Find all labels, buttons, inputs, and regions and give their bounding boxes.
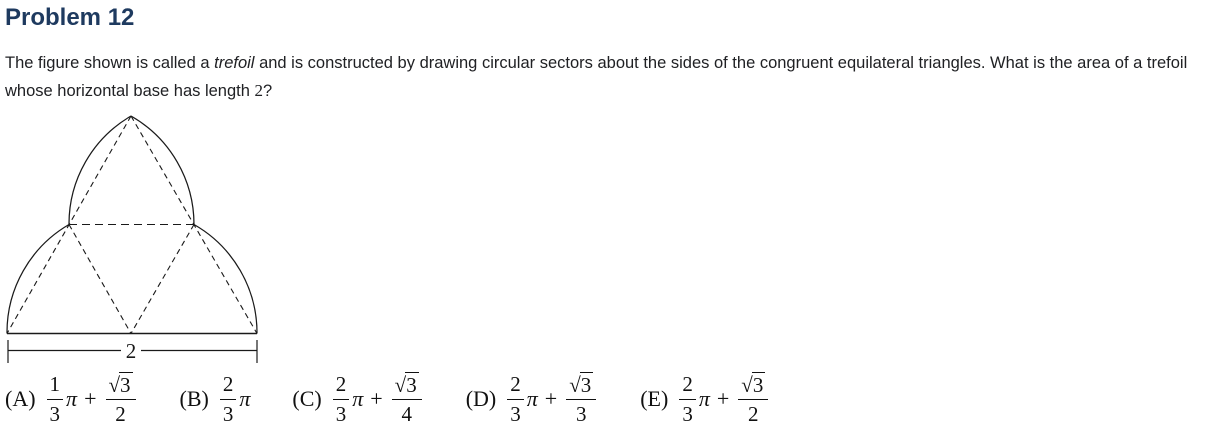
radical-sign: √ [394,372,407,397]
problem-statement [5,50,1203,105]
figure-inner-right-dashed [131,225,194,334]
choice-label: (A) [5,386,36,411]
fraction-denominator: 3 [222,401,234,426]
figure-base-length-label: 2 [125,339,137,363]
page-title: Problem 12 [5,4,135,31]
choice-label: (B) [179,386,209,411]
answer-choice-b [180,372,251,425]
fraction-numerator: 2 [507,372,524,399]
fraction [47,372,64,425]
pi-symbol: π [352,386,364,411]
problem-question-mark: ? [263,82,273,100]
sqrt-fraction [392,372,422,426]
answer-choices [5,368,1211,430]
fraction-denominator: 3 [510,401,521,426]
fraction-denominator: 3 [575,402,587,426]
radical-sign: √ [569,372,581,397]
plus-sign: + [544,386,558,411]
radicand: 3 [752,372,764,397]
pi-symbol: π [698,386,710,411]
problem-text-part2: and is constructed by drawing circular sectors about the sides of the congruent equilateral triangles. What is the area of a trefoil whose horizontal base has length [5,54,1188,100]
fraction-denominator: 4 [401,402,412,426]
plus-sign: + [716,386,730,411]
fraction-numerator: 2 [679,372,696,399]
fraction [333,372,350,425]
choice-label: (E) [640,386,669,411]
trefoil-figure [0,109,1211,366]
fraction-denominator: 3 [49,401,61,426]
sqrt-numerator [106,372,136,400]
answer-choice-e [640,372,770,426]
plus-sign: + [84,386,97,411]
trefoil-figure-svg [0,109,266,366]
sqrt-fraction [566,372,596,426]
pi-symbol: π [239,386,251,411]
problem-italic-word: trefoil [214,54,255,72]
sqrt-numerator [566,372,596,400]
radicand: 3 [580,372,592,397]
radicand: 3 [120,372,131,397]
fraction-numerator: 2 [333,372,350,399]
answer-choice-c [292,372,423,426]
radicand: 3 [406,372,417,397]
figure-dashed-triangle-lines [7,116,257,334]
problem-text-part1: The figure shown is called a [5,54,215,72]
radical-sign: √ [108,372,121,397]
choice-label: (C) [292,386,322,411]
fraction-numerator: 2 [220,372,237,399]
fraction [507,372,524,425]
figure-inner-left-dashed [69,225,131,334]
sqrt-fraction [738,372,768,426]
choice-label: (D) [465,386,497,411]
fraction-denominator: 3 [335,401,347,426]
pi-symbol: π [526,386,538,411]
figure-arcs [7,116,257,334]
pi-symbol: π [66,386,78,411]
fraction-numerator: 1 [47,372,64,399]
problem-length-value: 2 [254,81,263,100]
plus-sign: + [370,386,383,411]
sqrt-numerator [738,372,768,400]
fraction-denominator: 2 [115,402,126,426]
radical-sign: √ [741,372,753,397]
fraction-denominator: 3 [682,401,693,426]
sqrt-fraction [106,372,136,426]
answer-choice-d [466,372,599,426]
fraction [220,372,237,425]
answer-choice-a [5,372,138,426]
fraction-denominator: 2 [748,402,759,426]
fraction [679,372,696,425]
sqrt-numerator [392,372,422,400]
